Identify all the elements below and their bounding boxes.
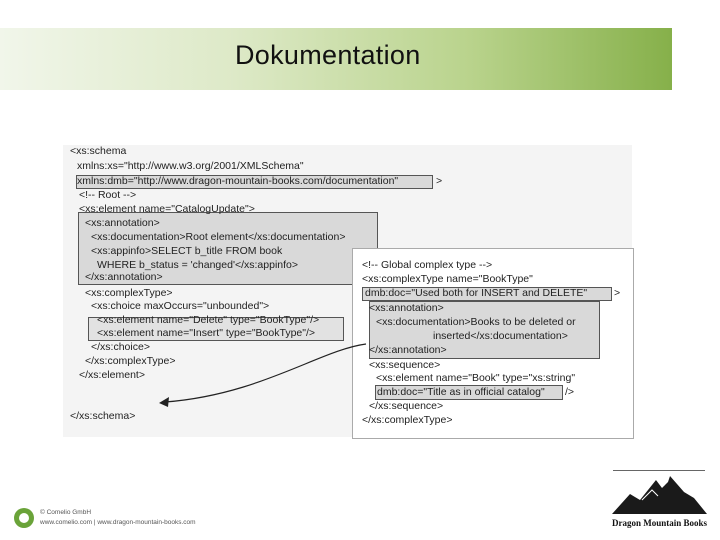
code-line: xmlns:dmb="http://www.dragon-mountain-books.com/documentation" <box>77 175 399 187</box>
code-line: <!-- Root --> <box>79 189 137 201</box>
code-line: <xs:documentation>Books to be deleted or <box>376 316 576 328</box>
code-line: </xs:complexType> <box>362 414 453 426</box>
footer-links: www.comelio.com | www.dragon-mountain-books.com <box>40 519 196 526</box>
code-line: <xs:complexType> <box>85 287 173 299</box>
code-line: <!-- Global complex type --> <box>362 259 493 271</box>
code-line-tail: > <box>614 287 621 299</box>
code-line: <xs:element name="Book" type="xs:string" <box>376 372 576 384</box>
code-line: </xs:choice> <box>91 341 150 353</box>
code-line: <xs:documentation>Root element</xs:documentation> <box>91 231 346 243</box>
code-line: <xs:sequence> <box>369 359 441 371</box>
code-line-tail: > <box>436 175 443 187</box>
code-line: <xs:appinfo>SELECT b_title FROM book <box>91 245 283 257</box>
code-line: dmb:doc="Title as in official catalog" <box>377 386 545 398</box>
code-line: <xs:element name="Delete" type="BookType"/> <box>97 314 320 326</box>
code-line: xmlns:xs="http://www.w3.org/2001/XMLSchema" <box>77 160 304 172</box>
footer-text <box>40 508 196 528</box>
code-line: </xs:annotation> <box>369 344 447 356</box>
code-line: <xs:choice maxOccurs="unbounded"> <box>91 300 270 312</box>
code-line: <xs:schema <box>70 145 127 157</box>
code-line: <xs:element name="Insert" type="BookType"/> <box>97 327 316 339</box>
code-line: </xs:schema> <box>70 410 136 422</box>
divider-line <box>613 470 705 471</box>
code-line: dmb:doc="Used both for INSERT and DELETE" <box>365 287 588 299</box>
mountain-logo-icon <box>612 472 707 516</box>
code-line: </xs:annotation> <box>85 271 163 283</box>
code-line: <xs:annotation> <box>85 217 160 229</box>
comelio-logo-icon <box>14 508 34 528</box>
slide-title: Dokumentation <box>235 40 421 70</box>
code-line-tail: /> <box>565 386 575 398</box>
code-line: <xs:complexType name="BookType" <box>362 273 533 285</box>
code-line: WHERE b_status = 'changed'</xs:appinfo> <box>97 259 299 271</box>
brand-name: Dragon Mountain Books <box>612 518 708 528</box>
code-line: <xs:annotation> <box>369 302 444 314</box>
code-line: </xs:sequence> <box>369 400 444 412</box>
code-line: </xs:complexType> <box>85 355 176 367</box>
code-line: inserted</xs:documentation> <box>433 330 568 342</box>
code-line: </xs:element> <box>79 369 145 381</box>
copyright-text: © Comelio GmbH <box>40 509 92 516</box>
code-line: <xs:element name="CatalogUpdate"> <box>79 203 255 215</box>
